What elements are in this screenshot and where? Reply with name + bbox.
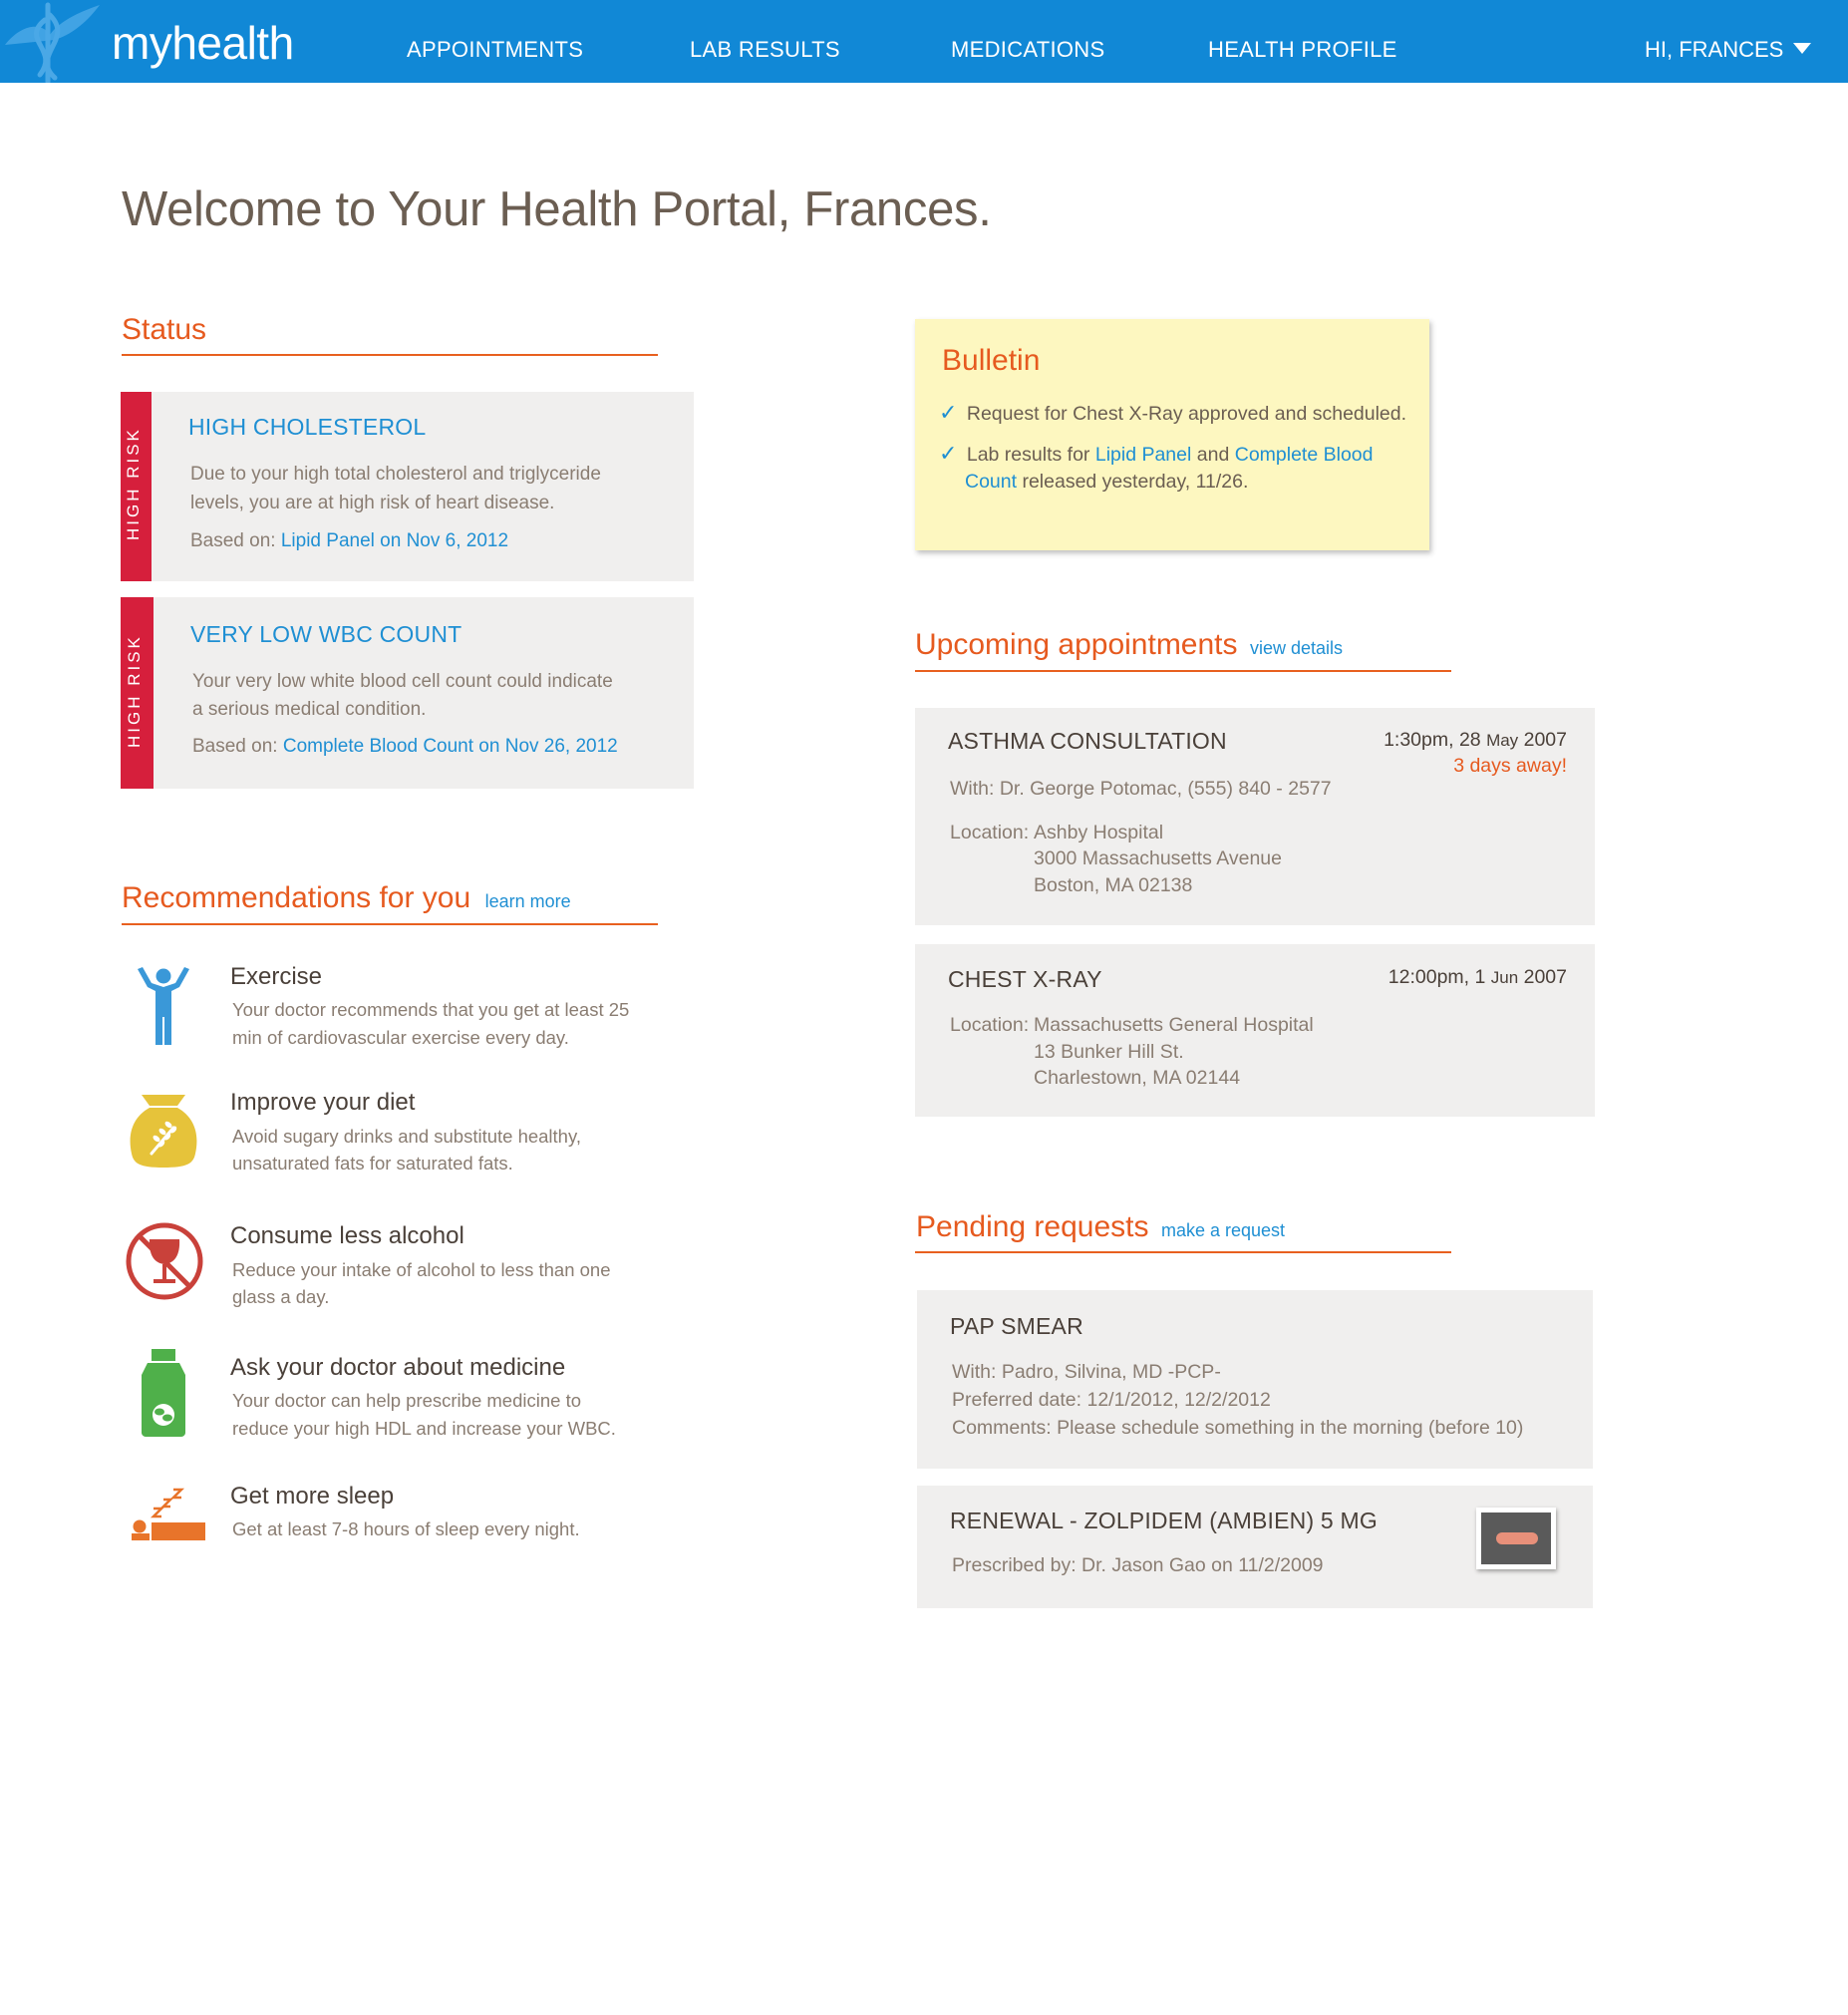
rec-desc-line2: glass a day. [232, 1286, 330, 1307]
medicine-bottle-icon [138, 1349, 189, 1437]
pending-header [916, 1210, 1285, 1244]
rec-desc-line2: min of cardiovascular exercise every day. [232, 1027, 569, 1048]
status-title: VERY LOW WBC COUNT [190, 621, 462, 647]
status-desc-line1: Your very low white blood cell count could indicate [192, 671, 613, 692]
status-title: HIGH CHOLESTEROL [188, 414, 427, 440]
appointments-divider [915, 670, 1451, 672]
location-link[interactable]: Massachusetts General Hospital [1034, 1014, 1314, 1036]
rec-desc-line1: Get at least 7-8 hours of sleep every night. [232, 1518, 580, 1539]
location-city[interactable]: Charlestown, MA 02144 [1034, 1067, 1241, 1089]
location-address[interactable]: 13 Bunker Hill St. [1034, 1041, 1184, 1063]
bulletin-title: Bulletin [942, 344, 1041, 377]
risk-label: HIGH RISK [124, 427, 143, 540]
appointment-datetime: 1:30pm, 28 May 2007 [1384, 729, 1567, 751]
bulletin-panel [915, 319, 1429, 550]
complete-blood-count-link[interactable]: Complete Blood Count on Nov 26, 2012 [282, 736, 618, 757]
risk-label: HIGH RISK [125, 634, 144, 748]
no-alcohol-icon [125, 1221, 204, 1301]
recommendations-heading: Recommendations for you [122, 881, 471, 914]
diet-icon [128, 1092, 199, 1170]
request-comments: Comments: Please schedule something in the morning (before 10) [952, 1417, 1524, 1439]
rec-title: Consume less alcohol [230, 1222, 464, 1249]
checkmark-icon: ✓ [939, 441, 958, 466]
nav-medications[interactable]: MEDICATIONS [951, 37, 1105, 62]
user-menu[interactable] [1645, 37, 1811, 63]
location-address[interactable]: 3000 Massachusetts Avenue [1034, 847, 1282, 869]
bulletin-item: ✓ Lab results for Lipid Panel and Complete Blood [939, 441, 1374, 466]
status-divider [122, 354, 658, 356]
request-with: With: Padro, Silvina, MD -PCP- [952, 1361, 1221, 1383]
user-greeting: HI, FRANCES [1645, 37, 1784, 62]
checkmark-icon: ✓ [939, 400, 958, 425]
request-prescribed-by: Prescribed by: Dr. Jason Gao on 11/2/2009 [952, 1554, 1324, 1576]
rec-desc-line2: reduce your high HDL and increase your WBC. [232, 1418, 616, 1439]
status-based-on: Based on: Complete Blood Count on Nov 26, 2012 [192, 736, 618, 757]
location-label: Location: [950, 1014, 1030, 1036]
rec-desc-line1: Your doctor can help prescribe medicine to [232, 1390, 581, 1411]
complete-blood-count-link[interactable]: Complete Blood [1234, 444, 1374, 466]
recommendations-divider [122, 923, 658, 925]
status-desc-line2: a serious medical condition. [192, 699, 427, 720]
status-desc-line1: Due to your high total cholesterol and triglyceride [190, 464, 601, 485]
pending-divider [915, 1251, 1451, 1253]
complete-blood-count-link[interactable]: Count [965, 471, 1018, 493]
sleep-icon [132, 1483, 205, 1540]
rec-title: Exercise [230, 963, 323, 990]
location-link[interactable]: Ashby Hospital [1034, 822, 1164, 843]
lipid-panel-link[interactable]: Lipid Panel on Nov 6, 2012 [280, 530, 509, 551]
location-label: Location: [950, 822, 1030, 843]
appointment-countdown: 3 days away! [1453, 755, 1567, 777]
status-card-cholesterol[interactable] [121, 392, 694, 581]
status-card-wbc[interactable] [121, 597, 694, 789]
make-request-link[interactable]: make a request [1160, 1220, 1286, 1240]
rec-title: Improve your diet [230, 1089, 416, 1116]
bulletin-item-cont: Count released yesterday, 11/26. [965, 471, 1249, 493]
request-title: PAP SMEAR [950, 1313, 1083, 1339]
bulletin-item: ✓ Request for Chest X-Ray approved and scheduled. [939, 400, 1407, 425]
learn-more-link[interactable]: learn more [484, 891, 571, 911]
nav-health-profile[interactable]: HEALTH PROFILE [1208, 37, 1397, 62]
status-based-on: Based on: Lipid Panel on Nov 6, 2012 [190, 530, 509, 551]
appointment-card[interactable] [915, 944, 1595, 1117]
appointment-with: With: Dr. George Potomac, (555) 840 - 2577 [950, 778, 1332, 800]
page-title: Welcome to Your Health Portal, Frances. [122, 182, 992, 236]
status-desc-line2: levels, you are at high risk of heart disease. [190, 493, 555, 513]
status-heading: Status [122, 313, 207, 346]
rec-title: Get more sleep [230, 1483, 395, 1510]
rec-desc-line1: Avoid sugary drinks and substitute healthy, [232, 1126, 581, 1147]
pending-request-card[interactable] [917, 1486, 1593, 1608]
appointment-datetime: 12:00pm, 1 Jun 2007 [1387, 966, 1567, 988]
appointments-heading: Upcoming appointments [915, 628, 1238, 661]
pending-heading: Pending requests [916, 1210, 1149, 1243]
request-title: RENEWAL - ZOLPIDEM (AMBIEN) 5 MG [950, 1508, 1378, 1533]
nav-appointments[interactable]: APPOINTMENTS [407, 37, 584, 62]
chevron-down-icon [1793, 43, 1811, 54]
rec-title: Ask your doctor about medicine [230, 1354, 566, 1381]
rec-desc-line1: Reduce your intake of alcohol to less than one [232, 1259, 611, 1280]
view-details-link[interactable]: view details [1249, 638, 1344, 658]
pill-image[interactable] [1476, 1508, 1556, 1569]
appointments-header [915, 628, 1343, 662]
request-preferred-date: Preferred date: 12/1/2012, 12/2/2012 [952, 1389, 1271, 1411]
app-logo[interactable]: myhealth [112, 17, 294, 69]
appointment-title: CHEST X-RAY [948, 966, 1102, 992]
caduceus-logo-icon [0, 0, 110, 83]
location-city[interactable]: Boston, MA 02138 [1034, 874, 1193, 896]
lipid-panel-link[interactable]: Lipid Panel [1094, 444, 1192, 466]
recommendations-header [122, 881, 571, 915]
exercise-icon [134, 965, 193, 1047]
pill-icon [1496, 1532, 1538, 1544]
rec-desc-line1: Your doctor recommends that you get at least 25 [232, 999, 630, 1020]
rec-desc-line2: unsaturated fats for saturated fats. [232, 1153, 513, 1174]
appointment-card[interactable] [915, 708, 1595, 925]
appointment-title: ASTHMA CONSULTATION [948, 728, 1227, 754]
nav-lab-results[interactable]: LAB RESULTS [690, 37, 840, 62]
pending-request-card[interactable] [917, 1290, 1593, 1469]
